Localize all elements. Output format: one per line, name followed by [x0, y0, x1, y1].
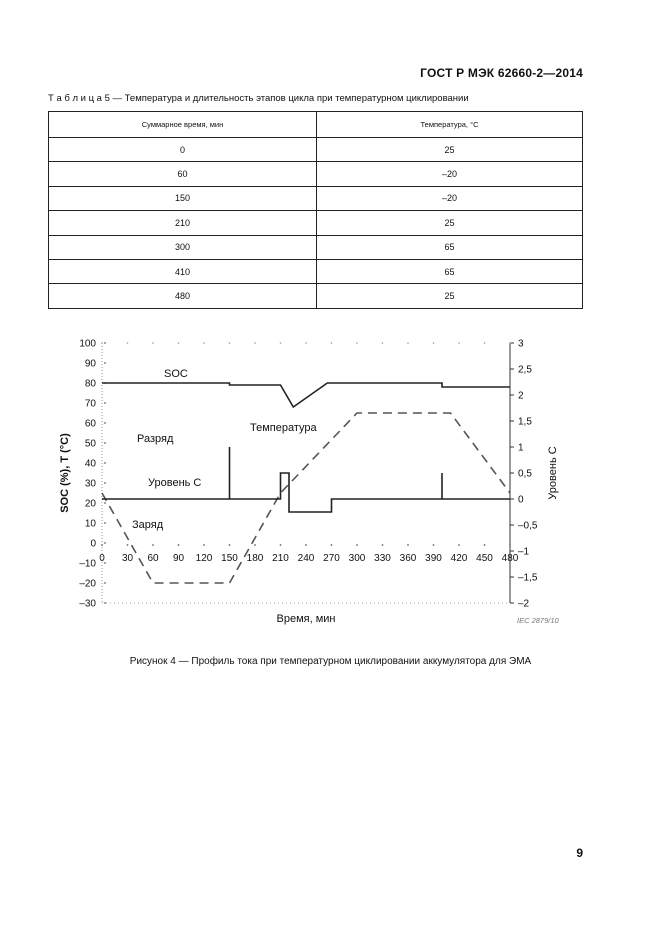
document-id: ГОСТ Р МЭК 62660-2—2014 [420, 66, 583, 80]
x-axis-tick-label: 330 [374, 553, 391, 564]
right-axis-tick-label: 2 [518, 390, 524, 402]
table-cell-temperature: 25 [317, 211, 583, 235]
left-axis-tick-mark [104, 542, 106, 544]
x-axis-tick-label: 90 [172, 553, 185, 564]
x-axis-tick-label: 0 [99, 553, 105, 564]
top-grid-dot [280, 342, 282, 344]
x-axis-tick-label: 150 [221, 553, 238, 564]
x-axis-tick-mark [382, 544, 384, 546]
annotation-discharge: Разряд [137, 433, 174, 445]
table-cell-time: 300 [49, 235, 317, 259]
x-axis-tick-label: 60 [147, 553, 159, 564]
x-axis-tick-label: 120 [195, 553, 213, 564]
top-grid-dot [407, 342, 409, 344]
top-grid-dot [509, 342, 511, 344]
top-grid-dot [382, 342, 384, 344]
top-grid-dot [254, 342, 256, 344]
left-axis-tick-label: 60 [84, 418, 96, 430]
table-row [49, 235, 583, 259]
left-axis-tick-label: 50 [84, 438, 96, 450]
x-axis-tick-mark [152, 544, 154, 546]
left-axis-tick-label: 40 [84, 458, 96, 470]
soc-line [102, 383, 510, 407]
right-axis-tick-label: –0,5 [518, 520, 538, 532]
column-header-temperature: Температура, °С [317, 112, 583, 138]
x-axis-tick-mark [280, 544, 282, 546]
column-header-time: Суммарное время, мин [49, 112, 317, 138]
x-axis-tick-mark [101, 544, 103, 546]
table-cell-temperature: –20 [317, 186, 583, 210]
left-axis-tick-label: –10 [79, 558, 96, 570]
top-grid-dot [229, 342, 231, 344]
x-axis-tick-label: 210 [272, 553, 289, 564]
left-axis-tick-label: –20 [79, 578, 96, 590]
annotation-current-level: Уровень С [148, 477, 202, 489]
table-cell-time: 480 [49, 284, 317, 308]
left-axis-tick-mark [104, 482, 106, 484]
left-axis-tick-mark [104, 442, 106, 444]
top-grid-dot [331, 342, 333, 344]
x-axis-tick-mark [433, 544, 435, 546]
left-axis-tick-label: 70 [84, 398, 96, 410]
x-axis-tick-mark [127, 544, 129, 546]
x-axis-tick-label: 450 [476, 553, 493, 564]
right-axis-tick-label: 1 [518, 442, 524, 454]
temperature-cycle-table [48, 111, 583, 309]
top-grid-dot [101, 342, 103, 344]
x-axis-tick-label: 240 [297, 553, 315, 564]
x-axis-tick-label: 270 [323, 553, 340, 564]
right-axis-tick-label: 1,5 [518, 416, 532, 428]
right-axis-tick-label: 2,5 [518, 364, 532, 376]
annotation-soc: SOC [164, 368, 188, 380]
left-axis-tick-label: 100 [79, 338, 96, 350]
left-axis-tick-mark [104, 602, 106, 604]
x-axis-tick-label: 420 [450, 553, 468, 564]
table-cell-time: 210 [49, 211, 317, 235]
left-axis-tick-label: 30 [84, 478, 96, 490]
left-axis-tick-mark [104, 422, 106, 424]
x-axis-tick-mark [178, 544, 180, 546]
table-row [49, 186, 583, 210]
x-axis-tick-mark [509, 544, 511, 546]
x-axis-tick-label: 300 [348, 553, 366, 564]
left-axis-tick-mark [104, 582, 106, 584]
left-axis-tick-label: –30 [79, 598, 96, 610]
top-grid-dot [356, 342, 358, 344]
iec-watermark: IEC 2879/10 [517, 616, 559, 625]
left-axis-tick-mark [104, 502, 106, 504]
left-axis-tick-label: 90 [84, 358, 96, 370]
x-axis-tick-mark [458, 544, 460, 546]
table-cell-time: 150 [49, 186, 317, 210]
top-grid-dot [305, 342, 307, 344]
x-axis-tick-mark [356, 544, 358, 546]
table-cell-time: 0 [49, 138, 317, 162]
x-axis-label: Время, мин [276, 613, 336, 625]
x-axis-tick-label: 30 [121, 553, 134, 564]
x-axis-tick-mark [484, 544, 486, 546]
x-axis-tick-label: 180 [246, 553, 264, 564]
x-axis-tick-label: 480 [501, 553, 519, 564]
top-grid-dot [178, 342, 180, 344]
right-axis-tick-label: 3 [518, 338, 524, 350]
table-cell-temperature: 65 [317, 235, 583, 259]
left-axis-tick-label: 20 [84, 498, 96, 510]
top-grid-dot [433, 342, 435, 344]
top-grid-dot [203, 342, 205, 344]
annotation-temperature: Температура [250, 422, 317, 434]
figure-caption: Рисунок 4 — Профиль тока при температурном циклировании аккумулятора для ЭМА [129, 656, 532, 667]
table-caption: Т а б л и ц а 5 — Температура и длительность этапов цикла при температурном циклировании [48, 93, 469, 104]
x-axis-tick-mark [331, 544, 333, 546]
left-axis-tick-label: 0 [90, 538, 96, 550]
table-row [49, 162, 583, 186]
x-axis-tick-mark [203, 544, 205, 546]
right-axis-tick-label: –1 [518, 546, 530, 558]
table-cell-time: 410 [49, 259, 317, 283]
current-profile-chart [0, 330, 661, 640]
left-axis-tick-mark [104, 402, 106, 404]
left-axis-tick-mark [104, 522, 106, 524]
annotation-charge: Заряд [132, 519, 164, 531]
top-grid-dot [152, 342, 154, 344]
right-axis-tick-label: –2 [518, 598, 530, 610]
left-axis-tick-label: 80 [84, 378, 96, 390]
right-axis-tick-label: 0 [518, 494, 524, 506]
right-axis-tick-label: 0,5 [518, 468, 532, 480]
table-cell-temperature: 25 [317, 138, 583, 162]
table-cell-temperature: 25 [317, 284, 583, 308]
table-row [49, 211, 583, 235]
x-axis-tick-mark [229, 544, 231, 546]
right-axis-tick-label: –1,5 [518, 572, 538, 584]
table-cell-time: 60 [49, 162, 317, 186]
table-row [49, 138, 583, 162]
top-grid-dot [484, 342, 486, 344]
left-axis-label: SOC (%), T (°C) [59, 433, 71, 513]
x-axis-tick-label: 360 [399, 553, 417, 564]
left-axis-tick-mark [104, 342, 106, 344]
table-header-row [49, 112, 583, 138]
table-row [49, 259, 583, 283]
top-grid-dot [458, 342, 460, 344]
left-axis-tick-mark [104, 462, 106, 464]
x-axis-tick-label: 390 [425, 553, 442, 564]
right-axis-label: Уровень С [547, 446, 559, 500]
page-number: 9 [576, 846, 583, 860]
table-row [49, 284, 583, 308]
x-axis-tick-mark [254, 544, 256, 546]
x-axis-tick-mark [407, 544, 409, 546]
table-cell-temperature: 65 [317, 259, 583, 283]
table-cell-temperature: –20 [317, 162, 583, 186]
top-grid-dot [127, 342, 129, 344]
x-axis-tick-mark [305, 544, 307, 546]
left-axis-tick-mark [104, 362, 106, 364]
left-axis-tick-label: 10 [84, 518, 96, 530]
